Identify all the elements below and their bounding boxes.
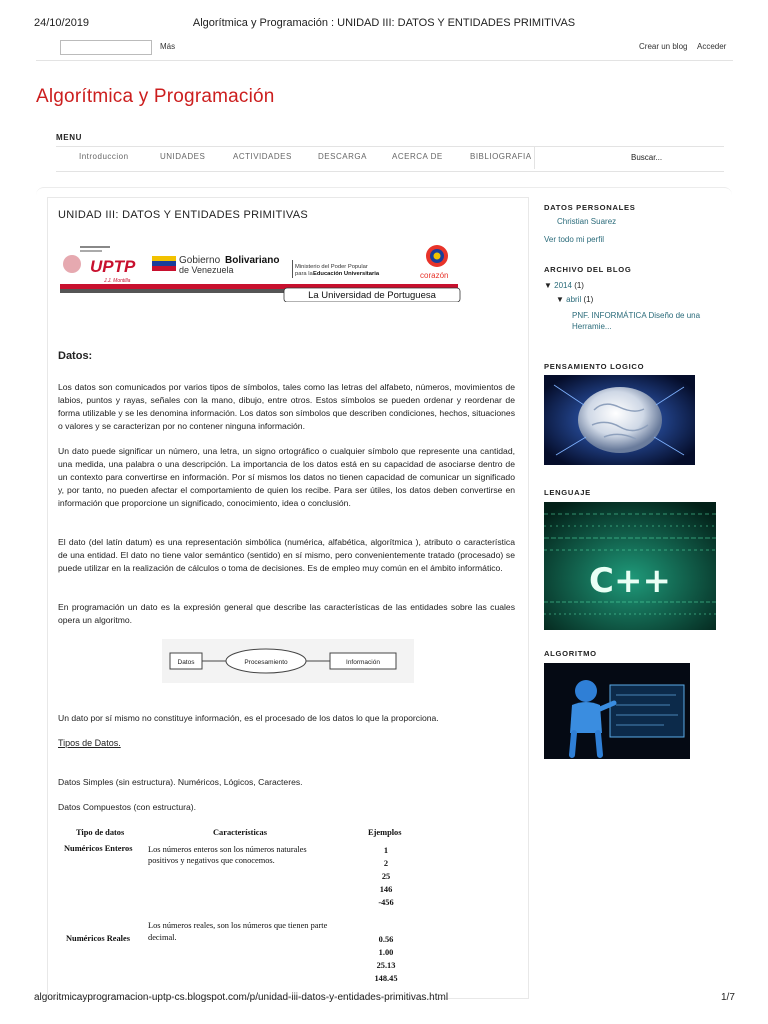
sidebar-heading-pensamiento: PENSAMIENTO LOGICO [544, 362, 645, 371]
corazon-text: corazón [420, 271, 449, 280]
cplusplus-graphic [544, 502, 716, 630]
post-title: UNIDAD III: DATOS Y ENTIDADES PRIMITIVAS [58, 209, 308, 221]
paragraph-4: En programación un dato es la expresión general que describe las características de las entidades sobre las cuales opera un algoritmo. [58, 602, 515, 625]
table-row-type-enteros: Numéricos Enteros [64, 844, 133, 853]
gov-line1: Gobierno [179, 255, 221, 266]
expand-triangle-icon[interactable]: ▼ [544, 281, 552, 290]
table-header-ejemplos: Ejemplos [368, 828, 402, 837]
data-flow-diagram [162, 639, 414, 683]
paragraph-compuestos: Datos Compuestos (con estructura). [58, 802, 197, 812]
ministry-bold: Educación Universitaria [313, 271, 380, 277]
gov-line2: de Venezuela [179, 265, 234, 275]
gov-bold: Bolivariano [225, 255, 280, 266]
ministry-line2: para la [295, 271, 313, 277]
table-row-examples-enteros: 1 2 25 146 -456 [378, 846, 394, 907]
tab-descarga[interactable]: DESCARGA [318, 152, 367, 161]
footer-page-number: 1/7 [721, 992, 735, 1003]
diagram-label-informacion: Información [346, 659, 380, 666]
logo-line [80, 246, 110, 248]
banner-graphic [58, 236, 461, 302]
archive-post-link[interactable]: PNF. INFORMÁTICA Diseño de una Herramie... [572, 311, 701, 331]
diagram-label-datos: Datos [177, 659, 195, 666]
archive-year-row[interactable] [544, 281, 584, 290]
paragraph-1: Los datos son comunicados por varios tipos de símbolos, tales como las letras del alfabeto, números, movimientos de labios, puntos y rayas, señales con la mano, dibujo, entre otros. Estos símbolos se pueden ordenar y reordenar de forma utilizable y se les denomina información. Los datos son símbolos que describen condiciones, hechos, situaciones o valores y se caracterizan por no contener ninguna información. [58, 382, 515, 431]
expand-triangle-icon-month[interactable]: ▼ [556, 295, 564, 304]
create-blog-link[interactable]: Crear un blog [639, 42, 688, 51]
corazon-logo-icon [426, 245, 448, 267]
ministry-line1: Ministerio del Poder Popular [295, 264, 368, 270]
university-label: La Universidad de Portuguesa [308, 290, 436, 301]
table-header-caracteristicas: Características [213, 828, 267, 837]
paragraph-3: El dato (del latín datum) es una representación simbólica (numérica, alfabética, algorítmica ), atributo o característica de una entidad. El dato no tiene valor semántico (sentido) en sí mismo, pero convenientemente tratado (procesado) se puede utilizar en la realización de cálculos o toma de decisiones. Es de empleo muy común en el ámbito informático. [58, 537, 515, 573]
tab-bibliografia[interactable]: BIBLIOGRAFIA [470, 152, 532, 161]
blog-title[interactable]: Algorítmica y Programación [36, 86, 275, 107]
author-link[interactable]: Christian Suarez [557, 217, 617, 226]
tipos-heading: Tipos de Datos. [58, 738, 121, 748]
sidebar-heading-lenguaje: LENGUAJE [544, 488, 591, 497]
paragraph-2: Un dato puede significar un número, una letra, un signo ortográfico o cualquier símbolo que represente una cantidad, una medida, una palabra o una descripción. La importancia de los datos está en su capacidad de asociarse dentro de un contexto para convertirse en información. Por sí mismos los datos no tienen capacidad de comunicar un significado y, por tanto, no pueden afectar el comportamiento de quien los recibe. Para ser útiles, los datos deben convertirse en información que proporcione un significado, conocimiento, idea o conclusión. [58, 446, 515, 508]
menu-top-divider [56, 146, 724, 147]
archive-year-count: (1) [574, 281, 584, 290]
tab-introduccion[interactable]: Introduccion [79, 152, 129, 161]
venezuela-flag-icon [152, 256, 176, 271]
menu-label: MENU [56, 133, 82, 142]
section-heading-datos: Datos: [58, 350, 93, 362]
search-input[interactable]: Buscar... [631, 153, 663, 162]
diagram-graphic [162, 639, 414, 683]
figure-board-image [544, 663, 690, 759]
logo-text: UPTP [90, 257, 136, 276]
cplusplus-text: C++ [589, 561, 671, 601]
post-card [47, 197, 529, 999]
tab-actividades[interactable]: ACTIVIDADES [233, 152, 292, 161]
profile-link[interactable]: Ver todo mi perfil [544, 235, 605, 244]
navbar-divider [36, 60, 733, 61]
table-row-examples-reales: 0.56 1.00 25.13 148.45 [374, 935, 398, 983]
figure-board-graphic [544, 663, 690, 759]
print-date: 24/10/2019 [34, 17, 90, 29]
archive-month-count: (1) [583, 295, 594, 304]
sidebar-heading-algoritmo: ALGORITMO [544, 649, 597, 658]
tab-acerca-de[interactable]: ACERCA DE [392, 152, 443, 161]
archive-month-row[interactable] [556, 295, 593, 304]
print-title: Algorítmica y Programación : UNIDAD III: DATOS Y ENTIDADES PRIMITIVAS [192, 17, 576, 29]
brain-graphic [544, 375, 695, 465]
banner-divider [292, 260, 293, 278]
navbar-more-link[interactable]: Más [160, 42, 176, 51]
archive-month-link[interactable]: abril [566, 295, 582, 304]
sidebar-heading-archive: ARCHIVO DEL BLOG [544, 265, 632, 274]
table-row-desc-reales: Los números reales, son los números que tienen parte decimal. [148, 921, 328, 942]
paragraph-simples: Datos Simples (sin estructura). Numéricos, Lógicos, Caracteres. [58, 777, 303, 787]
cplusplus-image [544, 502, 716, 630]
brain-image [544, 375, 695, 465]
diagram-label-procesamiento: Procesamiento [244, 659, 288, 666]
logo-line-2 [80, 250, 102, 252]
table-header-tipo: Tipo de datos [76, 828, 125, 837]
table-row-desc-enteros: Los números enteros son los números naturales positivos y negativos que conocemos. [148, 845, 307, 865]
sidebar-heading-personal: DATOS PERSONALES [544, 203, 636, 212]
logo-subtext: J.J. Montilla [104, 278, 131, 284]
tab-unidades[interactable]: UNIDADES [160, 152, 206, 161]
table-row-type-reales: Numéricos Reales [66, 934, 130, 943]
university-banner [58, 236, 461, 302]
navbar-search-input[interactable] [60, 40, 152, 55]
footer-url: algoritmicayprogramacion-uptp-cs.blogspot.com/p/unidad-iii-datos-y-entidades-primitivas.html [34, 992, 449, 1003]
menu-separator [534, 147, 535, 169]
paragraph-after-diagram: Un dato por sí mismo no constituye información, es el procesado de los datos lo que la proporciona. [58, 713, 439, 723]
logo-seal [63, 255, 81, 273]
archive-year-link[interactable]: 2014 [554, 281, 572, 290]
menu-bottom-divider [56, 171, 724, 172]
sign-in-link[interactable]: Acceder [697, 42, 727, 51]
